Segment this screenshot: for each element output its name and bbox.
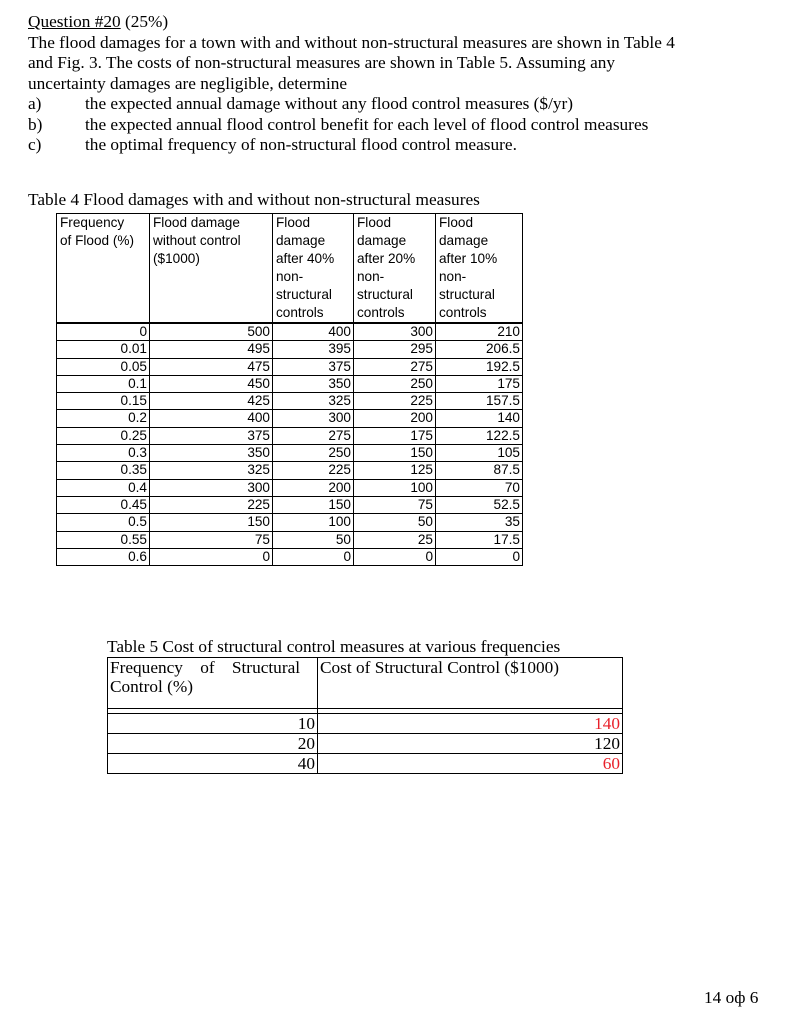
table-cell: 0.5 (57, 514, 150, 531)
flood-damage-table (56, 213, 523, 566)
table-cell: 495 (150, 341, 273, 358)
header-line: Flood (357, 215, 392, 230)
header-frequency-control (108, 658, 318, 709)
table-cell: 0.55 (57, 531, 150, 548)
table-cell: 300 (273, 410, 354, 427)
table-row (57, 323, 523, 341)
table-cell: 225 (273, 462, 354, 479)
table-cell: 157.5 (436, 393, 523, 410)
question-block (28, 12, 788, 156)
table-cell: 0.6 (57, 548, 150, 565)
table-cell: 150 (150, 514, 273, 531)
header-line: Frequency of Structural (110, 658, 301, 677)
table-cell: 0 (354, 548, 436, 565)
question-item-b (28, 115, 788, 136)
table-header-row (57, 214, 523, 324)
question-body-line: The flood damages for a town with and without non-structural measures are shown in Table 4 (28, 32, 675, 52)
table-cell: 50 (273, 531, 354, 548)
header-line: damage (276, 233, 326, 248)
table-cell: 200 (273, 479, 354, 496)
table-cell: 325 (150, 462, 273, 479)
structural-cost-table (107, 657, 623, 774)
question-weight: (25%) (120, 12, 169, 31)
header-line: non- (439, 269, 467, 284)
table-cell: 52.5 (436, 496, 523, 513)
header-line: controls (276, 305, 324, 320)
table-cell: 275 (273, 427, 354, 444)
table-cell: 0.2 (57, 410, 150, 427)
table-cell: 0.25 (57, 427, 150, 444)
table-cell: 300 (354, 323, 436, 341)
table-cell: 200 (354, 410, 436, 427)
table-row (108, 734, 623, 754)
question-item-a (28, 94, 788, 115)
header-line: ($1000) (153, 251, 200, 266)
table-cell: 0.1 (57, 375, 150, 392)
header-line: structural (439, 287, 495, 302)
table-cell: 175 (436, 375, 523, 392)
question-body-line: uncertainty damages are negligible, determine (28, 73, 348, 93)
item-label: b) (28, 114, 43, 134)
question-body-line: and Fig. 3. The costs of non-structural measures are shown in Table 5. Assuming any (28, 53, 616, 72)
flood-damage-table-body (57, 323, 523, 566)
item-text: the expected annual flood control benefit for each level of flood control measures (85, 114, 649, 134)
header-after-40 (273, 214, 354, 324)
table-cell: 192.5 (436, 358, 523, 375)
table-cell: 325 (273, 393, 354, 410)
table-cell: 206.5 (436, 341, 523, 358)
table-cell: 75 (354, 496, 436, 513)
table-cell: 250 (273, 445, 354, 462)
page-number: 14 oф 6 (704, 988, 759, 1007)
cost-cell: 120 (318, 734, 623, 754)
table-header-row (108, 658, 623, 709)
table-cell: 400 (150, 410, 273, 427)
header-line: Flood damage (153, 215, 240, 230)
header-line: Flood (439, 215, 474, 230)
header-line: after 20% (357, 251, 416, 266)
table-cell: 0 (57, 323, 150, 341)
table-cell: 395 (273, 341, 354, 358)
frequency-cell: 10 (108, 714, 318, 734)
header-line: after 40% (276, 251, 335, 266)
table-cell: 0 (273, 548, 354, 565)
table-cell: 300 (150, 479, 273, 496)
table-cell: 50 (354, 514, 436, 531)
table-cell: 0 (436, 548, 523, 565)
table-cell: 122.5 (436, 427, 523, 444)
table-row (57, 358, 523, 375)
table-cell: 17.5 (436, 531, 523, 548)
header-line: Control (%) (110, 677, 194, 696)
table-row (57, 514, 523, 531)
table-row (57, 375, 523, 392)
table-cell: 140 (436, 410, 523, 427)
question-item-c (28, 135, 788, 156)
table-cell: 0.3 (57, 445, 150, 462)
question-heading (28, 12, 788, 33)
table-row (57, 531, 523, 548)
table-row (57, 462, 523, 479)
table-cell: 250 (354, 375, 436, 392)
table5-caption: Table 5 Cost of structural control measures at various frequencies (107, 637, 561, 656)
header-line: Flood (276, 215, 311, 230)
header-after-10 (436, 214, 523, 324)
header-after-20 (354, 214, 436, 324)
item-label: c) (28, 135, 42, 154)
frequency-cell: 20 (108, 734, 318, 754)
table-cell: 0.01 (57, 341, 150, 358)
cost-cell: 60 (318, 754, 623, 774)
table-cell: 0 (150, 548, 273, 565)
table-cell: 25 (354, 531, 436, 548)
table-row (57, 427, 523, 444)
header-line: structural (357, 287, 413, 302)
item-text: the expected annual damage without any flood control measures ($/yr) (85, 94, 574, 113)
table-row (57, 410, 523, 427)
table-cell: 35 (436, 514, 523, 531)
header-line: damage (439, 233, 489, 248)
table-cell: 475 (150, 358, 273, 375)
table-cell: 0.05 (57, 358, 150, 375)
table-cell: 0.35 (57, 462, 150, 479)
header-without-control (150, 214, 273, 324)
item-label: a) (28, 94, 42, 113)
table-row (108, 714, 623, 734)
table-cell: 100 (354, 479, 436, 496)
table-cell: 450 (150, 375, 273, 392)
table-row (57, 479, 523, 496)
table-cell: 0.4 (57, 479, 150, 496)
table-cell: 295 (354, 341, 436, 358)
table-cell: 210 (436, 323, 523, 341)
header-line: controls (439, 305, 487, 320)
item-text: the optimal frequency of non-structural flood control measure. (85, 135, 517, 154)
table-row (57, 393, 523, 410)
table-cell: 225 (150, 496, 273, 513)
frequency-cell: 40 (108, 754, 318, 774)
table-row (57, 341, 523, 358)
table-cell: 375 (273, 358, 354, 375)
table-cell: 275 (354, 358, 436, 375)
cost-cell: 140 (318, 714, 623, 734)
table-cell: 175 (354, 427, 436, 444)
header-line: of Flood (%) (60, 233, 135, 248)
header-line: Frequency (60, 215, 125, 230)
table-cell: 375 (150, 427, 273, 444)
table-cell: 425 (150, 393, 273, 410)
table-cell: 0.45 (57, 496, 150, 513)
table-cell: 70 (436, 479, 523, 496)
header-line: after 10% (439, 251, 498, 266)
table-cell: 225 (354, 393, 436, 410)
table-row (57, 496, 523, 513)
header-line: damage (357, 233, 407, 248)
table-cell: 400 (273, 323, 354, 341)
header-line: non- (357, 269, 385, 284)
table-cell: 350 (273, 375, 354, 392)
header-line: non- (276, 269, 304, 284)
table-cell: 150 (354, 445, 436, 462)
table-cell: 150 (273, 496, 354, 513)
table-cell: 87.5 (436, 462, 523, 479)
table-cell: 0.15 (57, 393, 150, 410)
table-row (57, 548, 523, 565)
header-frequency (57, 214, 150, 324)
table-row (108, 754, 623, 774)
header-line: without control (153, 233, 241, 248)
header-cost: Cost of Structural Control ($1000) (318, 658, 623, 709)
table-cell: 100 (273, 514, 354, 531)
table-cell: 105 (436, 445, 523, 462)
header-line: structural (276, 287, 332, 302)
table-cell: 350 (150, 445, 273, 462)
table-cell: 125 (354, 462, 436, 479)
table4-caption: Table 4 Flood damages with and without non-structural measures (28, 190, 480, 209)
table-cell: 500 (150, 323, 273, 341)
header-line: controls (357, 305, 405, 320)
table-row (57, 445, 523, 462)
question-title: Question #20 (28, 12, 121, 31)
table-cell: 75 (150, 531, 273, 548)
